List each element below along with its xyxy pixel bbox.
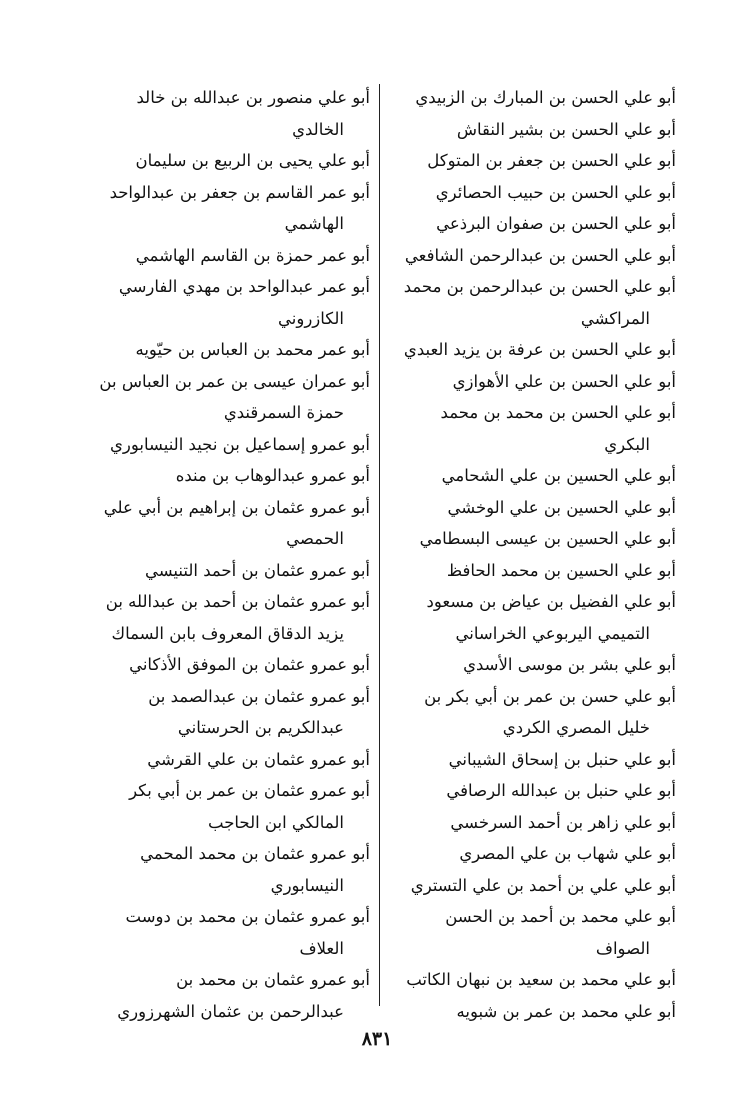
index-entry-continuation: الحمصي xyxy=(286,529,344,548)
index-entry-continuation: العلاف xyxy=(299,938,344,958)
index-entry-text: أبو عمرو عثمان بن عبدالصمد بن xyxy=(148,686,370,706)
index-entry-text: أبو عمرو عثمان بن محمد بن xyxy=(176,970,370,989)
index-entry xyxy=(388,775,676,807)
index-entry-text: أبو علي شهاب بن علي المصري xyxy=(459,844,676,863)
index-entry-text: أبو علي الحسن بن عبدالرحمن الشافعي xyxy=(404,245,676,265)
index-entry-continuation: الخالدي xyxy=(292,119,344,139)
index-entry xyxy=(66,775,370,838)
index-entry xyxy=(388,870,676,902)
index-entry-text: أبو علي الفضيل بن عياض بن مسعود xyxy=(426,592,676,611)
index-entry-text: أبو عمرو عثمان بن محمد بن دوست xyxy=(125,907,370,926)
index-entry xyxy=(388,807,676,839)
index-entry xyxy=(66,555,370,587)
index-entry xyxy=(388,586,676,649)
page-number: ٨٣١ xyxy=(361,1028,393,1050)
index-column-left xyxy=(66,82,370,1027)
index-entry xyxy=(388,177,676,209)
index-entry xyxy=(66,429,370,461)
index-entry-text: أبو علي بشر بن موسى الأسدي xyxy=(463,655,676,674)
index-entry xyxy=(388,240,676,272)
index-entry-text: أبو علي زاهر بن أحمد السرخسي xyxy=(450,812,676,832)
index-entry-text: أبو عمرو عثمان بن أحمد التنيسي xyxy=(144,560,370,580)
index-entry xyxy=(66,681,370,744)
index-entry-text: أبو علي الحسن بن محمد بن محمد xyxy=(440,403,676,422)
index-entry-text: أبو علي الحسن بن جعفر بن المتوكل xyxy=(427,151,676,170)
index-entry xyxy=(388,996,676,1028)
index-entry xyxy=(388,492,676,524)
index-entry-text: أبو عمر محمد بن العباس بن حيّويه xyxy=(135,340,370,359)
index-entry-continuation: التميمي اليربوعي الخراساني xyxy=(455,623,650,643)
index-entry-text: أبو علي حنبل بن عبدالله الرصافي xyxy=(446,781,676,800)
index-entry xyxy=(388,82,676,114)
index-entry-text: أبو علي الحسن بن بشير النقاش xyxy=(456,119,676,139)
index-entry xyxy=(388,271,676,334)
index-entry xyxy=(66,145,370,177)
index-entry xyxy=(388,145,676,177)
index-entry-text: أبو علي محمد بن عمر بن شبويه xyxy=(456,1001,676,1021)
index-entry xyxy=(388,901,676,964)
index-entry xyxy=(66,366,370,429)
index-entry-text: أبو علي محمد بن سعيد بن نبهان الكاتب xyxy=(406,970,676,989)
index-entry xyxy=(388,460,676,492)
index-entry xyxy=(388,114,676,146)
index-entry-text: أبو عمر حمزة بن القاسم الهاشمي xyxy=(135,245,370,265)
index-entry xyxy=(66,744,370,776)
index-entry xyxy=(66,586,370,649)
index-entry xyxy=(66,271,370,334)
index-entry-continuation: خليل المصري الكردي xyxy=(502,718,650,737)
index-entry xyxy=(66,82,370,145)
index-entry-continuation: الصواف xyxy=(595,938,650,958)
index-entry-text: أبو عمرو عثمان بن محمد المحمي xyxy=(140,844,370,863)
index-entry xyxy=(66,838,370,901)
index-entry xyxy=(388,366,676,398)
index-entry-text: أبو علي يحيى بن الربيع بن سليمان xyxy=(135,151,370,170)
index-entry-continuation: عبدالكريم بن الحرستاني xyxy=(177,718,344,737)
index-entry-continuation: المراكشي xyxy=(580,308,650,328)
index-entry-continuation: يزيد الدقاق المعروف بابن السماك xyxy=(111,623,344,643)
index-entry xyxy=(388,681,676,744)
index-entry xyxy=(388,838,676,870)
index-column-right xyxy=(388,82,676,1027)
index-entry xyxy=(388,555,676,587)
index-entry xyxy=(388,649,676,681)
index-entry-continuation: البكري xyxy=(604,434,650,454)
index-entry-text: أبو علي الحسين بن علي الشحامي xyxy=(441,466,676,485)
index-entry-continuation: النيسابوري xyxy=(270,875,344,895)
index-entry-text: أبو علي علي بن أحمد بن علي التستري xyxy=(410,875,676,895)
index-entry-text: أبو عمرو عبدالوهاب بن منده xyxy=(175,466,370,485)
index-entry xyxy=(66,901,370,964)
index-entry xyxy=(66,460,370,492)
index-entry xyxy=(66,177,370,240)
index-entry-continuation: عبدالرحمن بن عثمان الشهرزوري xyxy=(117,1001,344,1021)
index-entry-text: أبو علي الحسين بن عيسى البسطامي xyxy=(419,529,676,548)
column-divider xyxy=(379,84,380,1006)
index-entry-text: أبو علي الحسين بن محمد الحافظ xyxy=(446,560,676,580)
index-entry-text: أبو علي حسن بن عمر بن أبي بكر بن xyxy=(424,686,676,706)
index-entry xyxy=(66,334,370,366)
index-entry-text: أبو علي الحسن بن علي الأهوازي xyxy=(452,371,676,391)
index-entry xyxy=(388,523,676,555)
index-entry xyxy=(66,964,370,1027)
index-entry xyxy=(388,964,676,996)
index-entry-text: أبو علي الحسن بن حبيب الحصائري xyxy=(435,182,676,202)
index-entry-continuation: المالكي ابن الحاجب xyxy=(208,812,344,832)
index-entry-continuation: الهاشمي xyxy=(284,214,344,233)
index-entry-text: أبو عمرو عثمان بن عمر بن أبي بكر xyxy=(129,781,370,800)
index-entry-text: أبو عمر القاسم بن جعفر بن عبدالواحد xyxy=(109,182,370,202)
index-entry-text: أبو عمرو عثمان بن أحمد بن عبدالله بن xyxy=(105,592,370,611)
index-entry xyxy=(66,240,370,272)
index-entry xyxy=(66,492,370,555)
index-entry xyxy=(388,744,676,776)
index-entry xyxy=(388,334,676,366)
index-entry-text: أبو عمران عيسى بن عمر بن العباس بن xyxy=(99,371,370,391)
index-entry-text: أبو عمرو عثمان بن إبراهيم بن أبي علي xyxy=(103,497,370,517)
index-entry-text: أبو عمر عبدالواحد بن مهدي الفارسي xyxy=(118,277,370,296)
index-entry-text: أبو علي حنبل بن إسحاق الشيباني xyxy=(448,749,676,769)
index-entry-text: أبو علي محمد بن أحمد بن الحسن xyxy=(445,907,676,926)
index-entry-text: أبو عمرو عثمان بن الموفق الأذكاني xyxy=(129,655,370,674)
index-entry-text: أبو علي الحسين بن علي الوخشي xyxy=(447,497,676,517)
index-entry-text: أبو عمرو عثمان بن علي القرشي xyxy=(147,749,370,769)
index-entry-text: أبو علي الحسن بن صفوان البرذعي xyxy=(436,214,676,233)
index-entry-text: أبو علي الحسن بن عرفة بن يزيد العبدي xyxy=(403,340,676,359)
index-entry-continuation: الكازروني xyxy=(278,308,344,328)
index-entry-text: أبو علي الحسن بن المبارك بن الزبيدي xyxy=(415,88,676,107)
index-entry xyxy=(66,649,370,681)
index-entry xyxy=(388,397,676,460)
index-entry-continuation: حمزة السمرقندي xyxy=(223,403,344,422)
index-entry-text: أبو علي منصور بن عبدالله بن خالد xyxy=(136,88,370,107)
index-entry-text: أبو علي الحسن بن عبدالرحمن بن محمد xyxy=(403,277,676,296)
index-entry xyxy=(388,208,676,240)
index-entry-text: أبو عمرو إسماعيل بن نجيد النيسابوري xyxy=(109,434,370,454)
